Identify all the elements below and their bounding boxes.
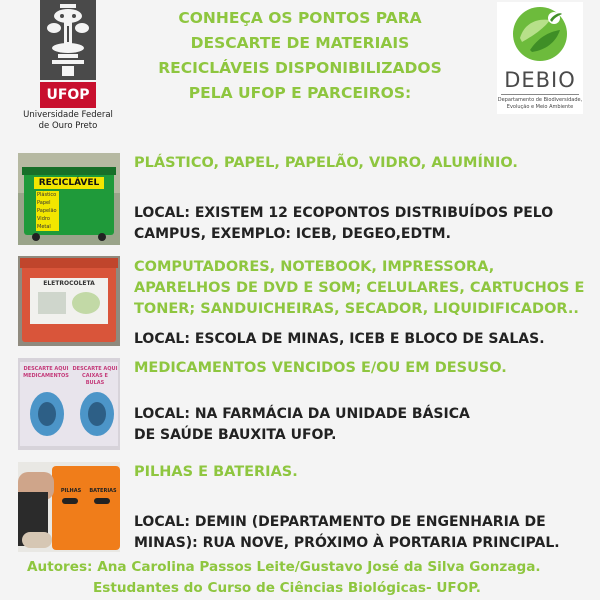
point-2-category-line-2: APARELHOS DE DVD E SOM; CELULARES, CARTUCHOS E xyxy=(134,280,585,296)
point-4-location xyxy=(134,512,560,554)
battery-bin-label-right: BATERIAS xyxy=(89,488,117,494)
point-1-location xyxy=(134,203,553,245)
medicine-bin-label-right-1: DESCARTE AQUI xyxy=(72,366,118,372)
debio-logo xyxy=(497,2,583,114)
point-2-category-line-3: TONER; SANDUICHEIRAS, SECADOR, LIQUIDIFICADOR.. xyxy=(134,301,579,317)
authors-label: Autores: xyxy=(27,559,93,575)
debio-caption-line-1: Departamento de Biodiversidade, xyxy=(497,97,583,103)
title-line-3: RECICLÁVEIS DISPONIBILIZADOS xyxy=(158,59,442,77)
recycling-bin-label: RECICLÁVEL xyxy=(34,177,104,189)
battery-bin-label-left: PILHAS xyxy=(60,488,82,494)
medicine-bin-label-right-2: CAIXAS E BULAS xyxy=(82,373,108,386)
debio-leaf-globe-icon xyxy=(510,4,570,64)
ufop-crest-icon xyxy=(40,0,96,80)
authors-line xyxy=(27,557,541,577)
recycling-bin-item-3: Papelão xyxy=(37,208,57,214)
point-3-location-line-1: LOCAL: NA FARMÁCIA DA UNIDADE BÁSICA xyxy=(134,406,470,422)
medicine-bin-label-left-2: MEDICAMENTOS xyxy=(23,373,69,379)
title-line-1: CONHEÇA OS PONTOS PARA xyxy=(178,9,422,27)
ufop-logo xyxy=(18,0,118,130)
recycling-bin-photo xyxy=(18,153,120,245)
point-1-category xyxy=(134,153,518,174)
point-3-location xyxy=(134,404,470,446)
point-1-location-line-2: CAMPUS, EXEMPLO: ICEB, DEGEO,EDTM. xyxy=(134,226,451,242)
medicine-bin-label-left-1: DESCARTE AQUI xyxy=(23,366,69,372)
debio-caption-line-2: Evolução e Meio Ambiente xyxy=(506,103,574,110)
authors-names: Ana Carolina Passos Leite/Gustavo José da Silva Gonzaga. xyxy=(97,559,541,575)
ufop-caption-line-2: de Ouro Preto xyxy=(38,121,98,131)
page-title xyxy=(150,6,450,106)
debio-divider xyxy=(501,94,579,95)
point-3-category xyxy=(134,358,507,379)
recycling-bin-item-5: Metal xyxy=(37,224,51,230)
ufop-badge: UFOP xyxy=(40,82,96,108)
point-1-location-line-1: LOCAL: EXISTEM 12 ECOPONTOS DISTRIBUÍDOS PELO xyxy=(134,205,554,221)
point-4-location-line-1: LOCAL: DEMIN (DEPARTAMENTO DE ENGENHARIA DE xyxy=(134,514,546,530)
medicine-bin-photo xyxy=(18,358,120,450)
point-4-location-line-2: MINAS): RUA NOVE, PRÓXIMO À PORTARIA PRINCIPAL. xyxy=(134,535,560,551)
point-3-location-line-2: DE SAÚDE BAUXITA UFOP. xyxy=(134,427,337,443)
battery-bin-photo xyxy=(18,462,120,552)
point-2-location xyxy=(134,329,545,350)
point-1-category-line-1: PLÁSTICO, PAPEL, PAPELÃO, VIDRO, ALUMÍNIO. xyxy=(134,155,518,171)
ufop-caption-line-1: Universidade Federal xyxy=(23,110,113,120)
title-line-4: PELA UFOP E PARCEIROS: xyxy=(188,84,412,102)
point-4-category xyxy=(134,462,298,483)
recycling-bin-item-2: Papel xyxy=(37,200,51,206)
electronics-bin-label: ELETROCOLETA xyxy=(43,280,95,287)
title-line-2: DESCARTE DE MATERIAIS xyxy=(190,34,410,52)
point-2-category xyxy=(134,257,584,320)
students-line: Estudantes do Curso de Ciências Biológicas- UFOP. xyxy=(93,580,481,596)
debio-name: DEBIO xyxy=(504,68,576,92)
electronics-bin-photo xyxy=(18,256,120,346)
recycling-bin-item-1: Plástico xyxy=(37,192,57,198)
point-2-category-line-1: COMPUTADORES, NOTEBOOK, IMPRESSORA, xyxy=(134,259,495,275)
point-3-category-line-1: MEDICAMENTOS VENCIDOS E/OU EM DESUSO. xyxy=(134,360,507,376)
recycling-bin-item-4: Vidro xyxy=(37,216,50,222)
point-2-location-line-1: LOCAL: ESCOLA DE MINAS, ICEB E BLOCO DE SALAS. xyxy=(134,331,545,347)
point-4-category-line-1: PILHAS E BATERIAS. xyxy=(134,464,298,480)
